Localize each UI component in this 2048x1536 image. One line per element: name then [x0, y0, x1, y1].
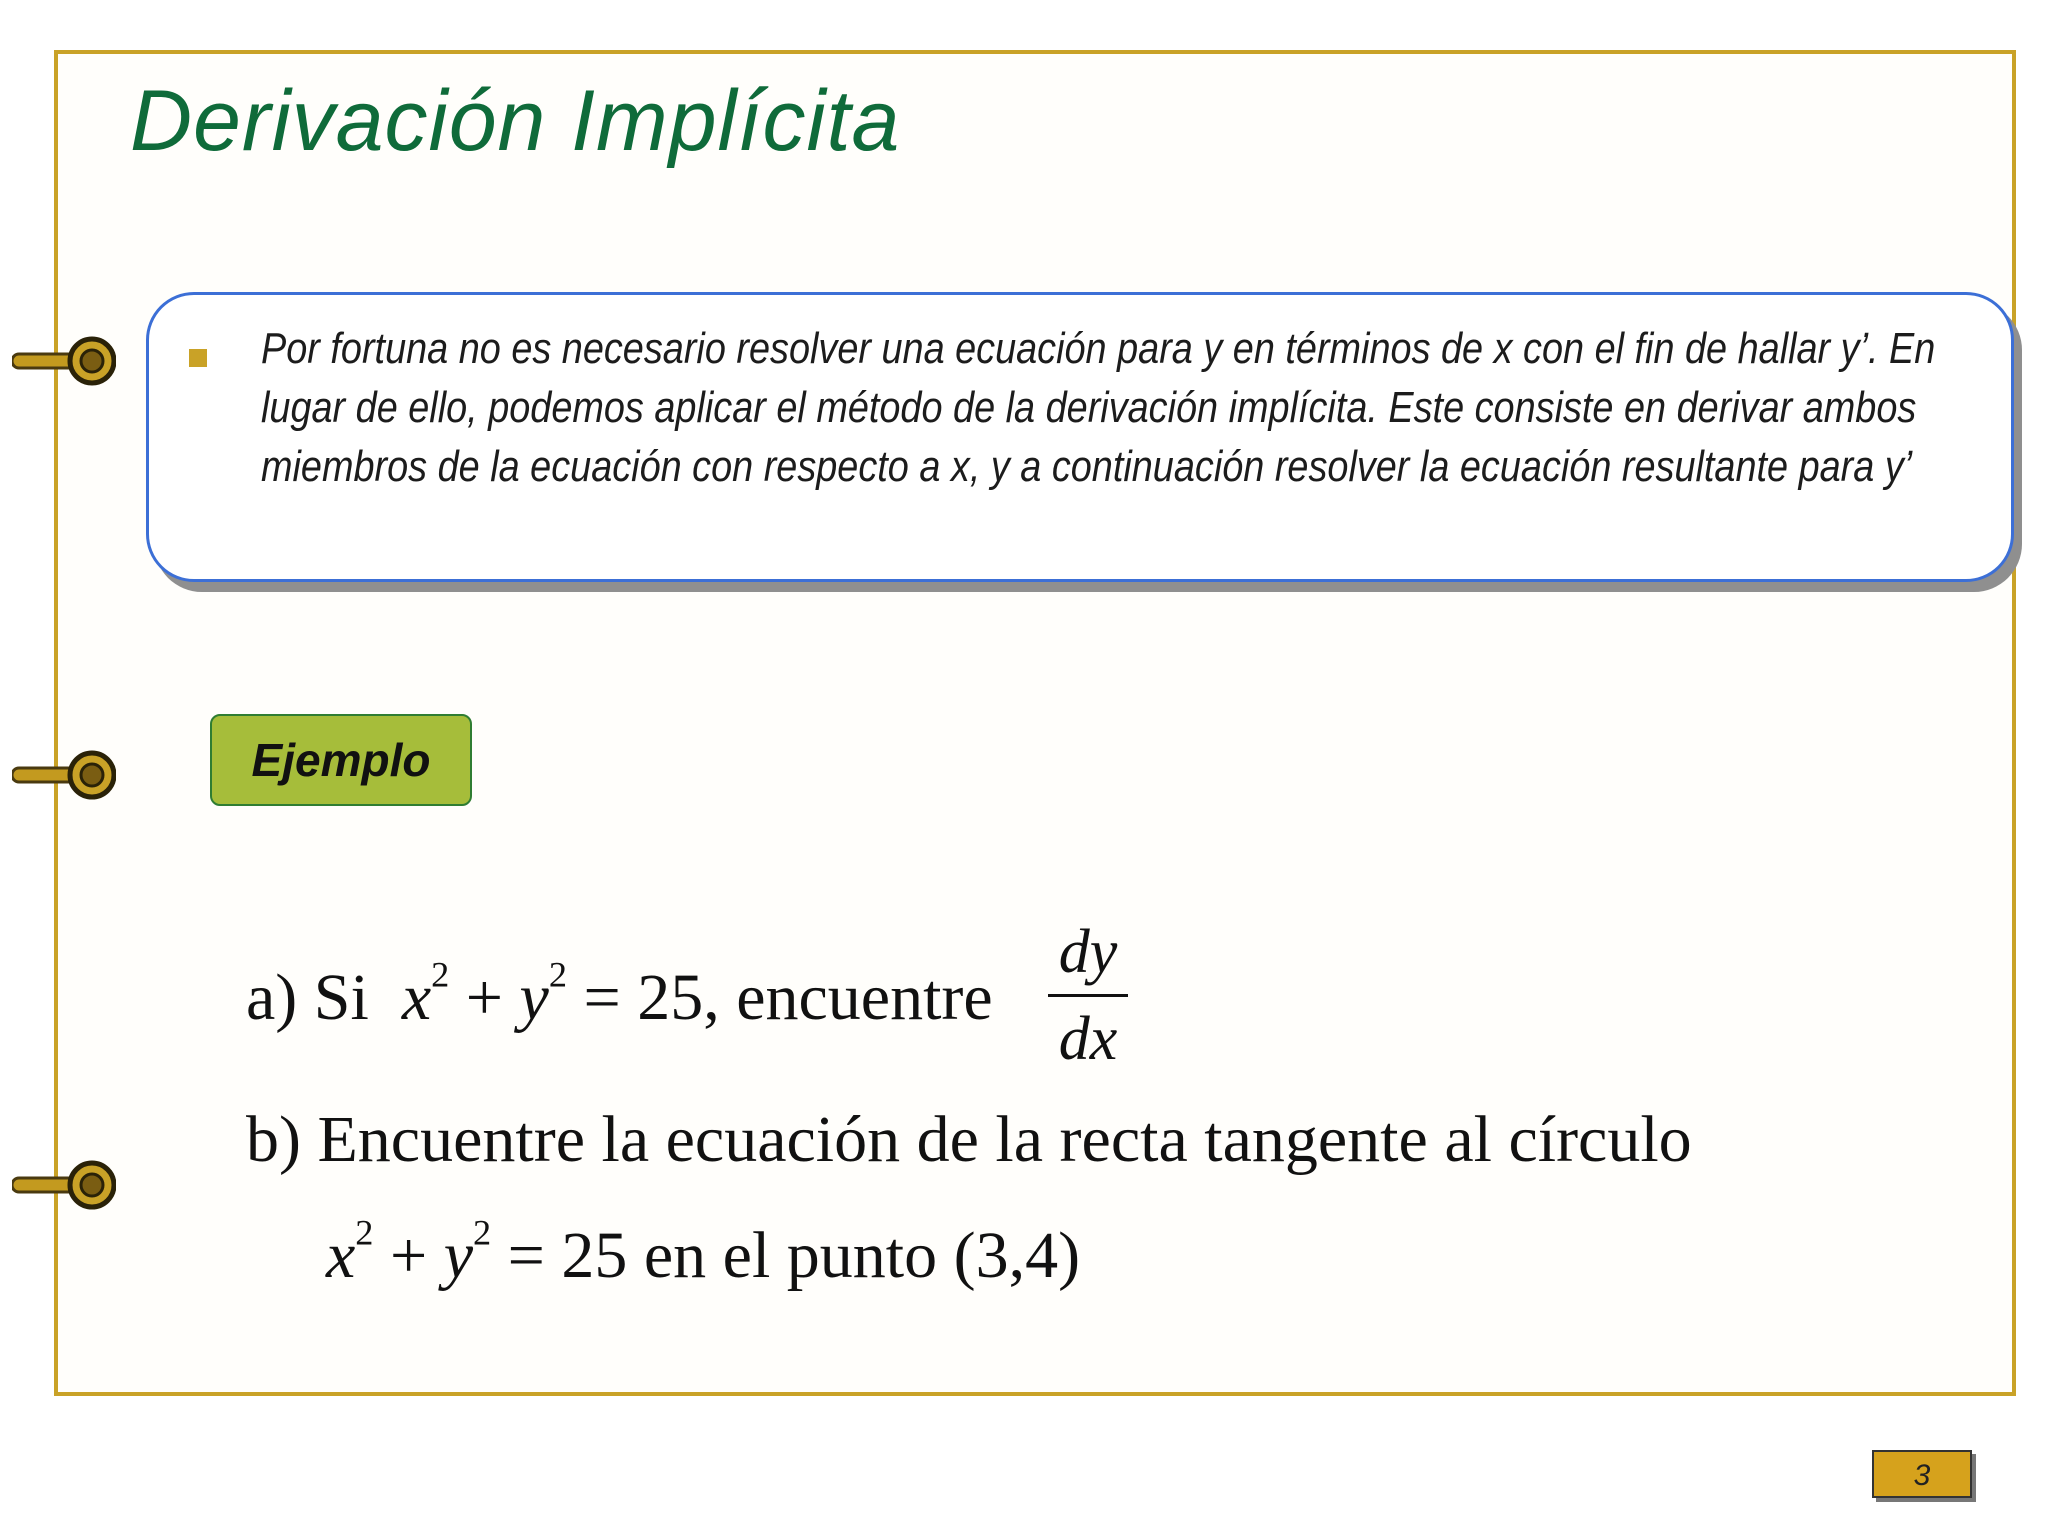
plus-sign: + [465, 961, 504, 1034]
explanation-text: Por fortuna no es necesario resolver una ecuación para y en términos de x con el fin de hallar y’. En lugar de ello, podemos aplicar el método de la derivación implícita. Este consiste en derivar ambos miembros de la ecuación con respecto a x, y a continuación resolver la ecuación resultante para y’ [261, 324, 1936, 491]
fraction-bar [1048, 994, 1128, 997]
var-y: y [519, 961, 549, 1034]
equals-value: = 25, [583, 961, 720, 1034]
derivative-fraction [1048, 916, 1128, 1075]
exponent: 2 [548, 954, 567, 995]
var-x: x [401, 961, 432, 1034]
exponent: 2 [355, 1212, 374, 1253]
binder-ring-icon [12, 332, 116, 392]
part-a-suffix: encuentre [736, 961, 993, 1034]
part-b-equation [326, 1212, 1081, 1294]
part-a-equation [246, 954, 993, 1036]
fraction-numerator: dy [1058, 918, 1118, 986]
var-y: y [443, 1219, 473, 1292]
exponent: 2 [472, 1212, 492, 1253]
page-number: 3 [1872, 1450, 1972, 1498]
var-x: x [326, 1219, 356, 1292]
part-a-prefix: a) Si [246, 961, 369, 1034]
binder-ring-icon [12, 746, 116, 806]
binder-ring-icon [12, 1156, 116, 1216]
example-label: Ejemplo [210, 714, 472, 806]
plus-sign: + [389, 1219, 428, 1292]
fraction-denominator: dx [1058, 1005, 1118, 1073]
explanation-callout [146, 292, 2014, 582]
bullet-square-icon [189, 349, 207, 367]
exponent: 2 [431, 954, 450, 995]
part-b-line1: b) Encuentre la ecuación de la recta tangente al círculo [246, 1103, 1692, 1176]
slide-title: Derivación Implícita [130, 73, 901, 169]
part-b-rest: = 25 en el punto (3,4) [507, 1219, 1081, 1292]
